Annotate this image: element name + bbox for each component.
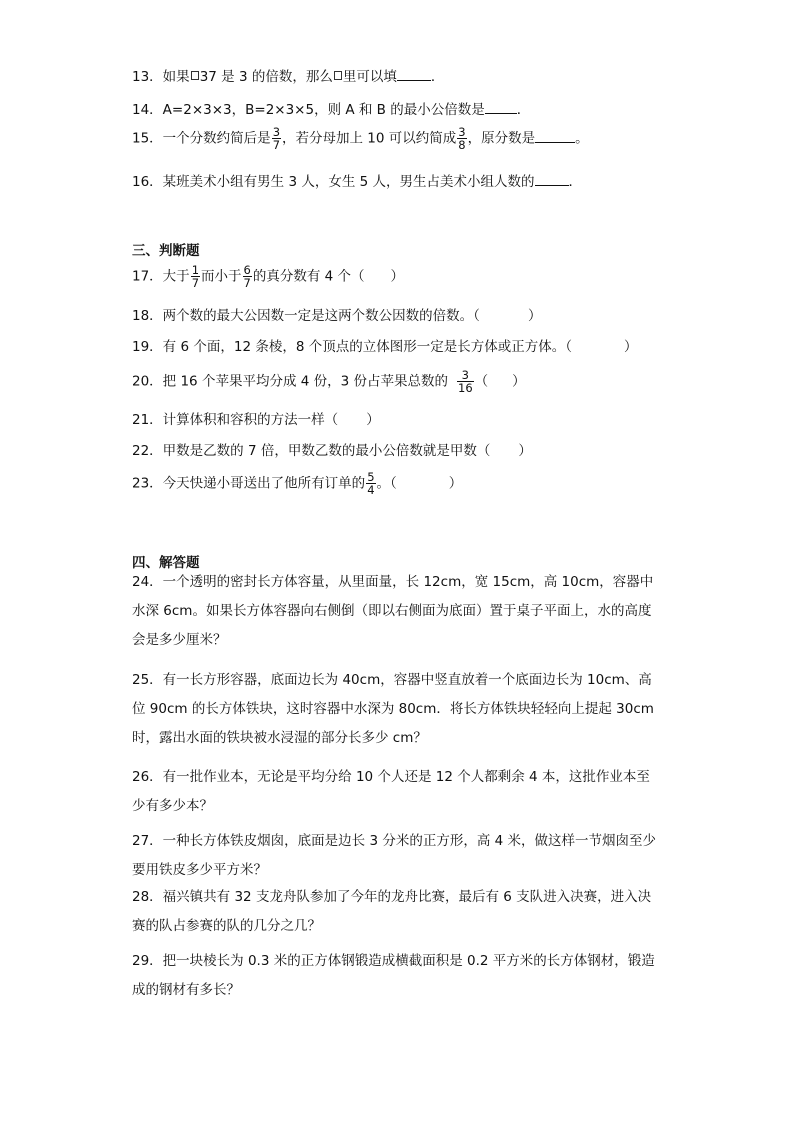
fraction: $\frac{3}{7}$ [272, 125, 281, 152]
question-13: 13．如果 37 是 3 的倍数，那么 里可以填 ． [132, 69, 445, 85]
blank-box-icon [191, 71, 199, 80]
question-23: 23．今天快递小哥送出了他所有订单的 $\frac{5}{4}$ 。（ ） [132, 470, 463, 497]
fraction: $\frac{6}{7}$ [243, 263, 251, 290]
fraction: $\frac{5}{4}$ [367, 470, 375, 497]
question-28: 28．福兴镇共有 32 支龙舟队参加了今年的龙舟比赛，最后有 6 支队进入决赛，进入决赛的队占参赛的队的几分之几？ [132, 889, 652, 934]
answer-blank [397, 68, 431, 81]
answer-blank [535, 130, 575, 143]
question-20: 20．把 16 个苹果平均分成 4 份，3 份占苹果总数的 $\frac{3}{16}$ （ ） [132, 368, 526, 395]
section-title-solve: 四、解答题 [132, 555, 200, 571]
question-22: 22．甲数是乙数的 7 倍，甲数乙数的最小公倍数就是甲数（ ） [132, 443, 532, 459]
question-24: 24．一个透明的密封长方体容量，从里面量，长 12cm，宽 15cm，高 10cm，容器中水深 6cm。如果长方体容器向右侧倒（即以右侧面为底面）置于桌子平面上，水的高度会是多少厘米？ [132, 574, 654, 648]
blank-box-icon [334, 71, 342, 80]
question-16: 16．某班美术小组有男生 3 人，女生 5 人，男生占美术小组人数的 ． [132, 174, 583, 190]
question-18: 18．两个数的最大公因数一定是这两个数公因数的倍数。（ ） [132, 308, 542, 324]
fraction: $\frac{3}{16}$ [458, 368, 473, 395]
answer-blank [535, 173, 569, 186]
fraction: $\frac{1}{7}$ [191, 263, 200, 290]
question-15: 15．一个分数约简后是 $\frac{3}{7}$ ，若分母加上 10 可以约简成 $\frac{3}{8}$ ，原分数是 。 [132, 125, 589, 152]
fraction: $\frac{3}{8}$ [458, 125, 466, 152]
question-26: 26．有一批作业本，无论是平均分给 10 个人还是 12 个人都剩余 4 本，这批作业本至少有多少本？ [132, 769, 650, 814]
question-29: 29．把一块棱长为 0.3 米的正方体钢锻造成横截面积是 0.2 平方米的长方体钢材，锻造成的钢材有多长？ [132, 953, 655, 998]
question-14: 14．A=2×3×3，B=2×3×5，则 A 和 B 的最小公倍数是 ． [132, 102, 531, 118]
question-17: 17．大于 $\frac{1}{7}$ 而小于 $\frac{6}{7}$ 的真分数有 4 个（ ） [132, 263, 405, 290]
question-21: 21．计算体积和容积的方法一样（ ） [132, 412, 380, 428]
question-19: 19．有 6 个面，12 条棱，8 个顶点的立体图形一定是长方体或正方体。（ ） [132, 339, 638, 355]
answer-blank [485, 101, 517, 114]
question-25: 25．有一长方形容器，底面边长为 40cm，容器中竖直放着一个底面边长为 10cm、高位 90cm 的长方体铁块，这时容器中水深为 80cm．将长方体铁块轻轻向上提起 30cm时，露出水面的铁块被水浸湿的部分长多少 cm？ [132, 672, 654, 746]
section-title-judge: 三、判断题 [132, 243, 200, 259]
question-27: 27．一种长方体铁皮烟囱，底面是边长 3 分米的正方形，高 4 米，做这样一节烟囱至少要用铁皮多少平方米？ [132, 833, 657, 878]
